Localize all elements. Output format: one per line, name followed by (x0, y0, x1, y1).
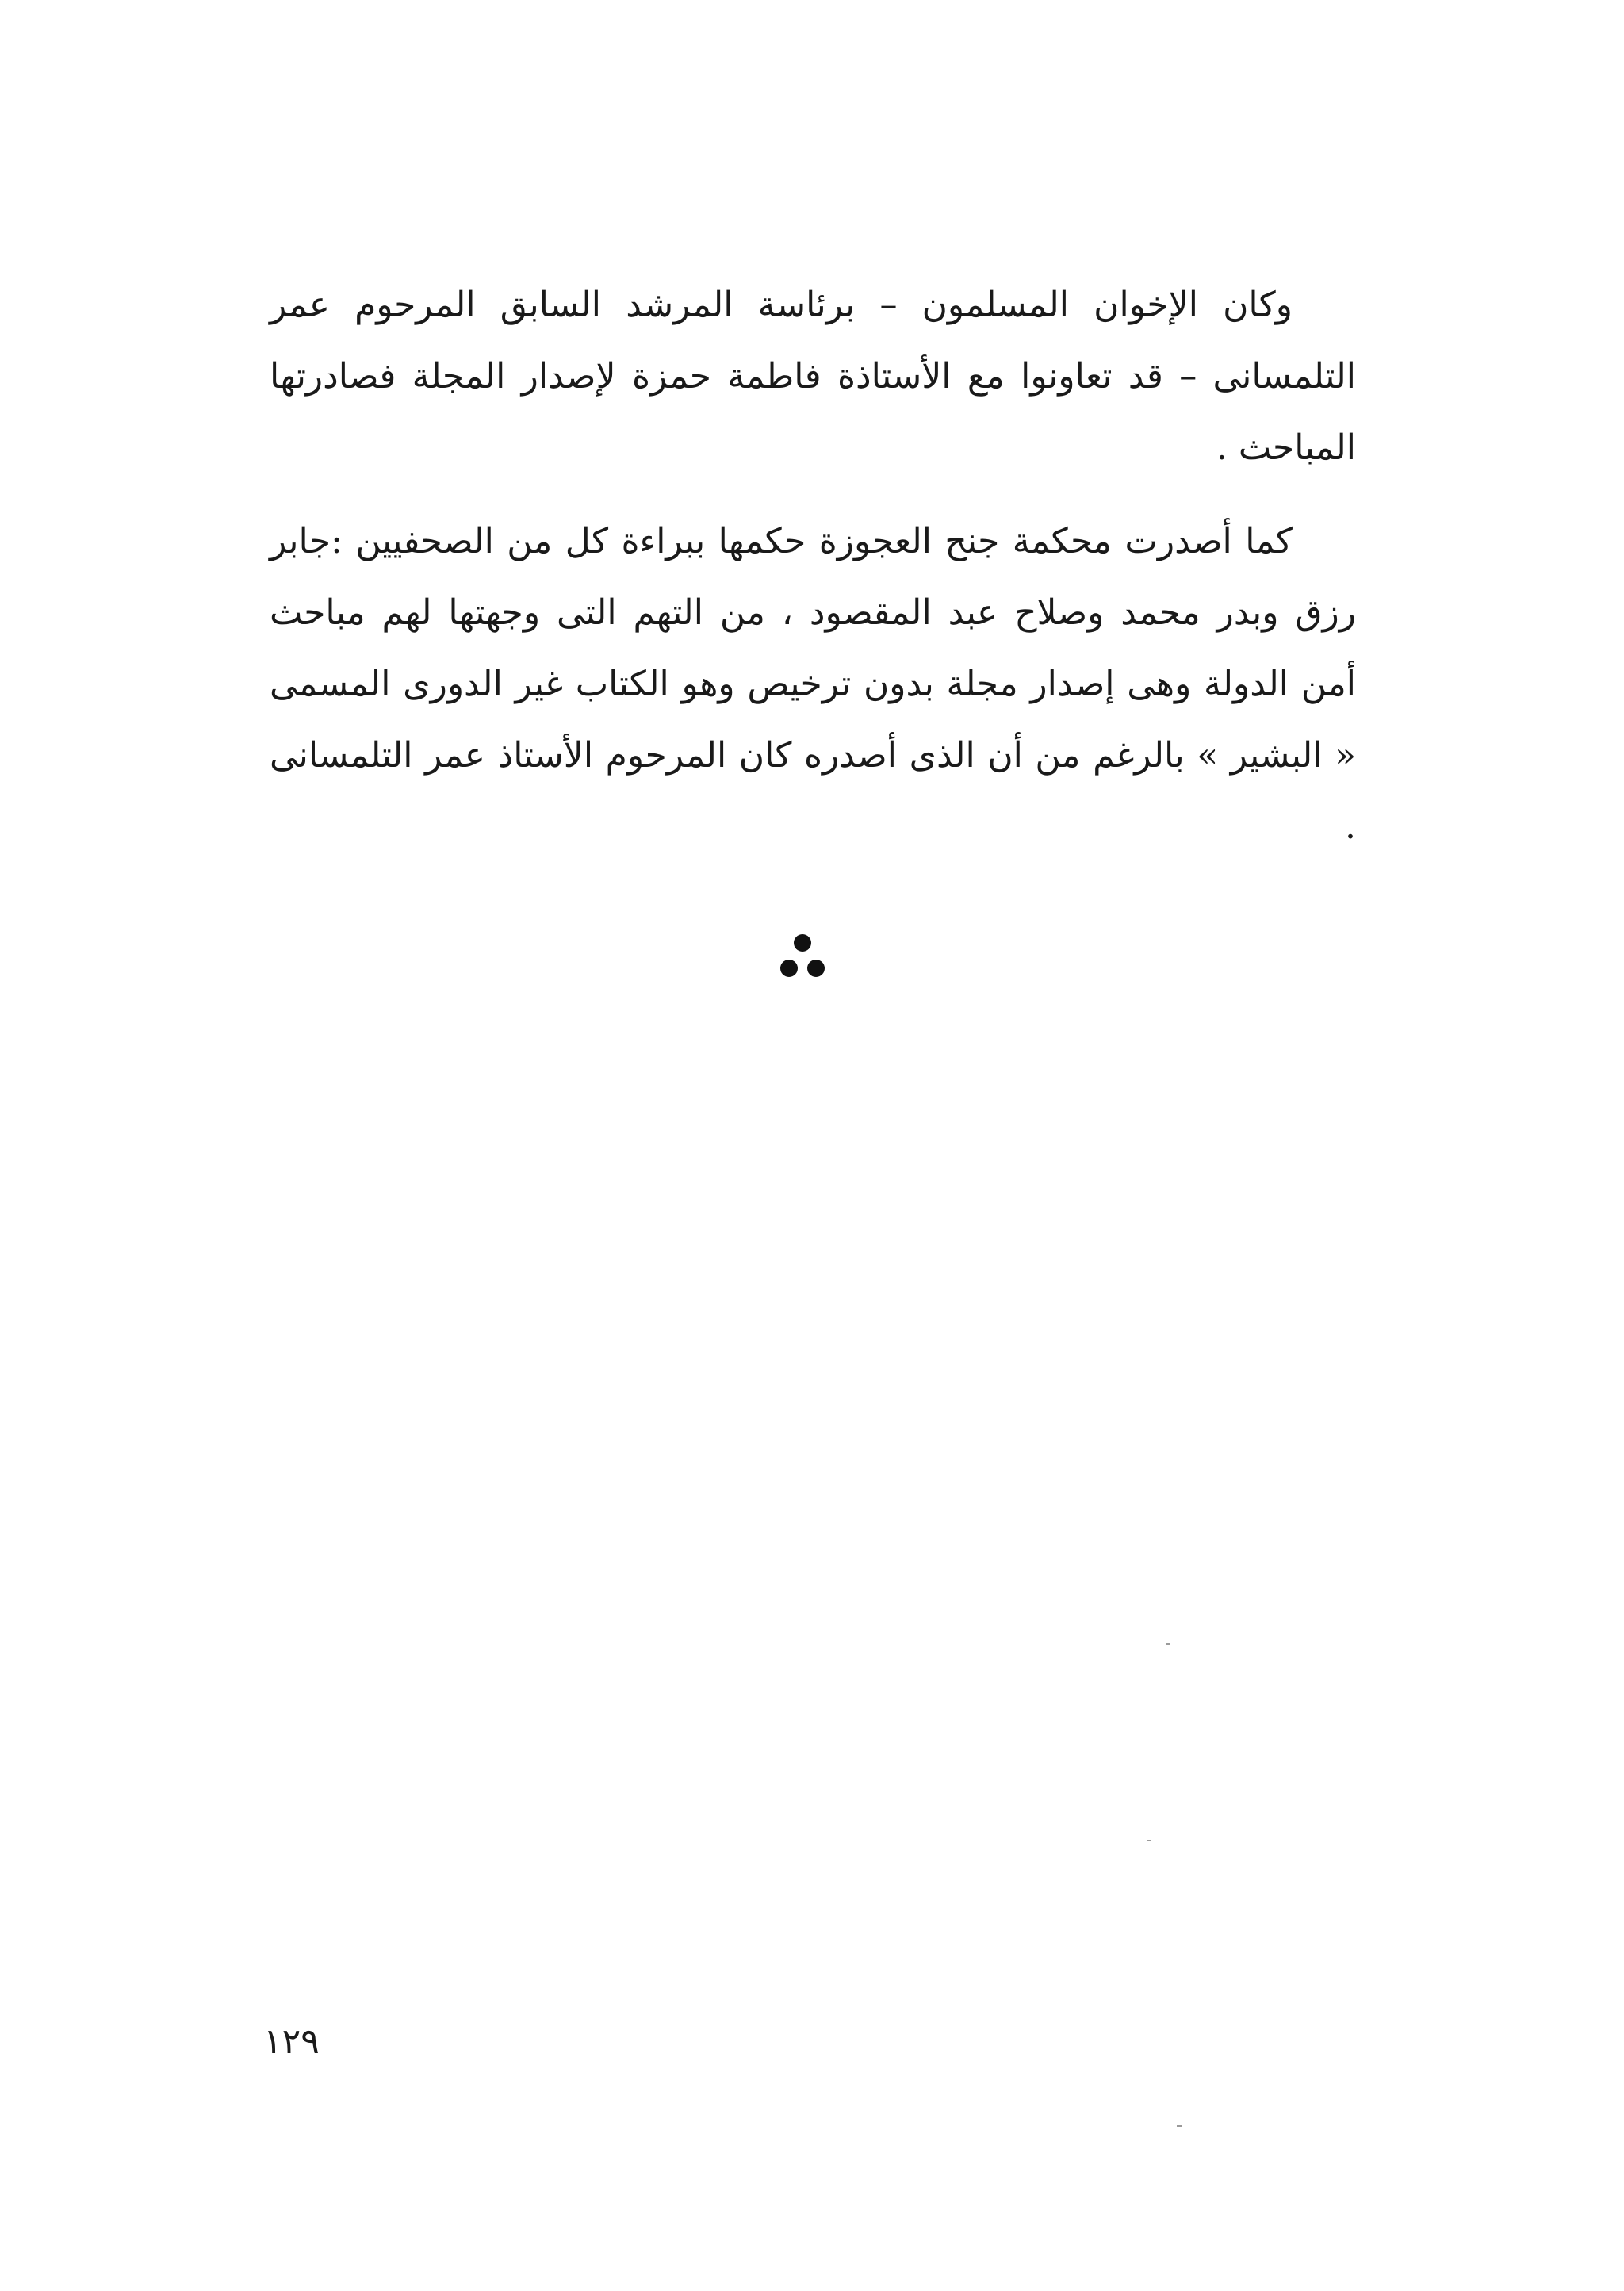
scan-speck (1177, 2125, 1182, 2127)
ornament-dot-bottom-left (780, 960, 798, 977)
paragraph-court-ruling: كما أصدرت محكمة جنح العجوزة حكمها ببراءة كل من الصحفيين :جابر رزق وبدر محمد وصلاح عبد المقصود ، من التهم التى وجهتها لهم مباحث أمن الدولة وهى إصدار مجلة بدون ترخيص وهو الكتاب غير الدورى المسمى « البشير » بالرغم من أن الذى أصدره كان المرحوم الأستاذ عمر التلمسانى . (270, 521, 1356, 847)
scan-speck (1166, 1643, 1170, 1645)
body-text (270, 270, 1356, 863)
ornament-dot-top (794, 934, 811, 952)
ornament-dot-bottom-right (807, 960, 825, 977)
scan-speck (1147, 1840, 1151, 1841)
section-break-ornament-icon (772, 928, 836, 991)
page-number: ١٢٩ (263, 2021, 320, 2062)
paragraph-ikhwan-magazine: وكان الإخوان المسلمون – برئاسة المرشد السابق المرحوم عمر التلمسانى – قد تعاونوا مع الأستاذة فاطمة حمزة لإصدار المجلة فصادرتها المباحث . (270, 285, 1356, 468)
